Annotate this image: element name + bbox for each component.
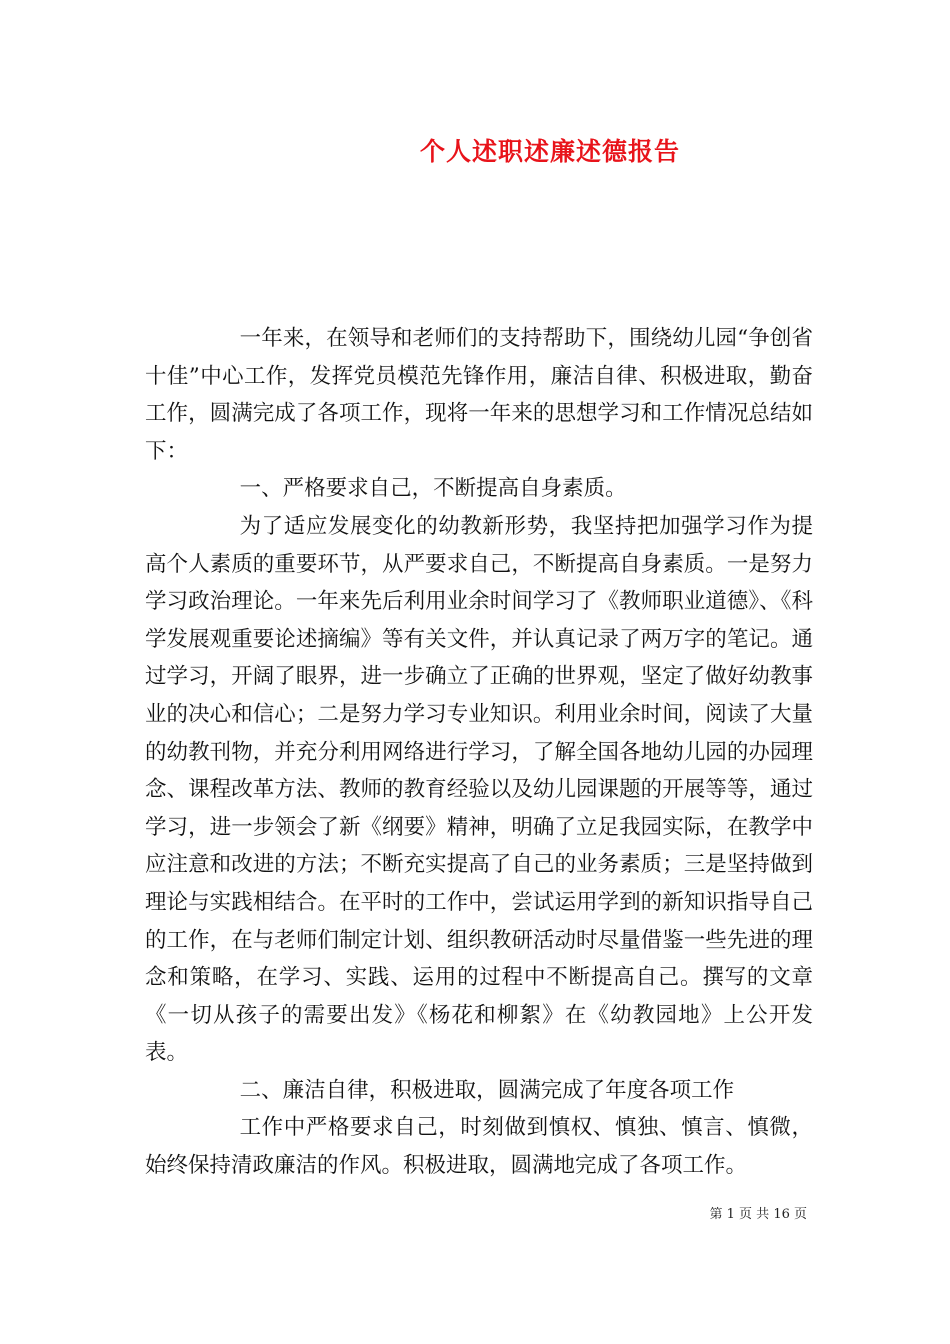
section-2-paragraph: 工作中严格要求自己，时刻做到慎权、慎独、慎言、慎微，始终保持清政廉洁的作风。积极进取，圆满地完成了各项工作。 bbox=[145, 1115, 813, 1179]
document-title: 个人述职述廉述德报告 bbox=[419, 137, 680, 166]
intro-paragraph: 一年来，在领导和老师们的支持帮助下，围绕幼儿园“争创省十佳”中心工作，发挥党员模范先锋作用，廉洁自律、积极进取，勤奋工作，圆满完成了各项工作，现将一年来的思想学习和工作情况总结如下： bbox=[145, 326, 813, 464]
section-1-paragraph: 为了适应发展变化的幼教新形势，我坚持把加强学习作为提高个人素质的重要环节，从严要求自己，不断提高自身素质。一是努力学习政治理论。一年来先后利用业余时间学习了《教师职业道德》、《科学发展观重要论述摘编》等有关文件，并认真记录了两万字的笔记。通过学习，开阔了眼界，进一步确立了正确的世界观，坚定了做好幼教事业的决心和信心；二是努力学习专业知识。利用业余时间，阅读了大量的幼教刊物，并充分利用网络进行学习，了解全国各地幼儿园的办园理念、课程改革方法、教师的教育经验以及幼儿园课题的开展等等，通过学习，进一步领会了新《纲要》精神，明确了立足我园实际，在教学中应注意和改进的方法；不断充实提高了自己的业务素质；三是坚持做到理论与实践相结合。在平时的工作中，尝试运用学到的新知识指导自己的工作，在与老师们制定计划、组织教研活动时尽量借鉴一些先进的理念和策略，在学习、实践、运用的过程中不断提高自己。撰写的文章《一切从孩子的需要出发》《杨花和柳絮》在《幼教园地》上公开发表。 bbox=[145, 513, 813, 1066]
section-heading-2: 二、廉洁自律，积极进取，圆满完成了年度各项工作 bbox=[239, 1077, 735, 1103]
page-number-footer: 第 1 页 共 16 页 bbox=[709, 1207, 807, 1222]
section-heading-1: 一、严格要求自己，不断提高自身素质。 bbox=[239, 476, 627, 502]
document-body bbox=[145, 320, 813, 1185]
